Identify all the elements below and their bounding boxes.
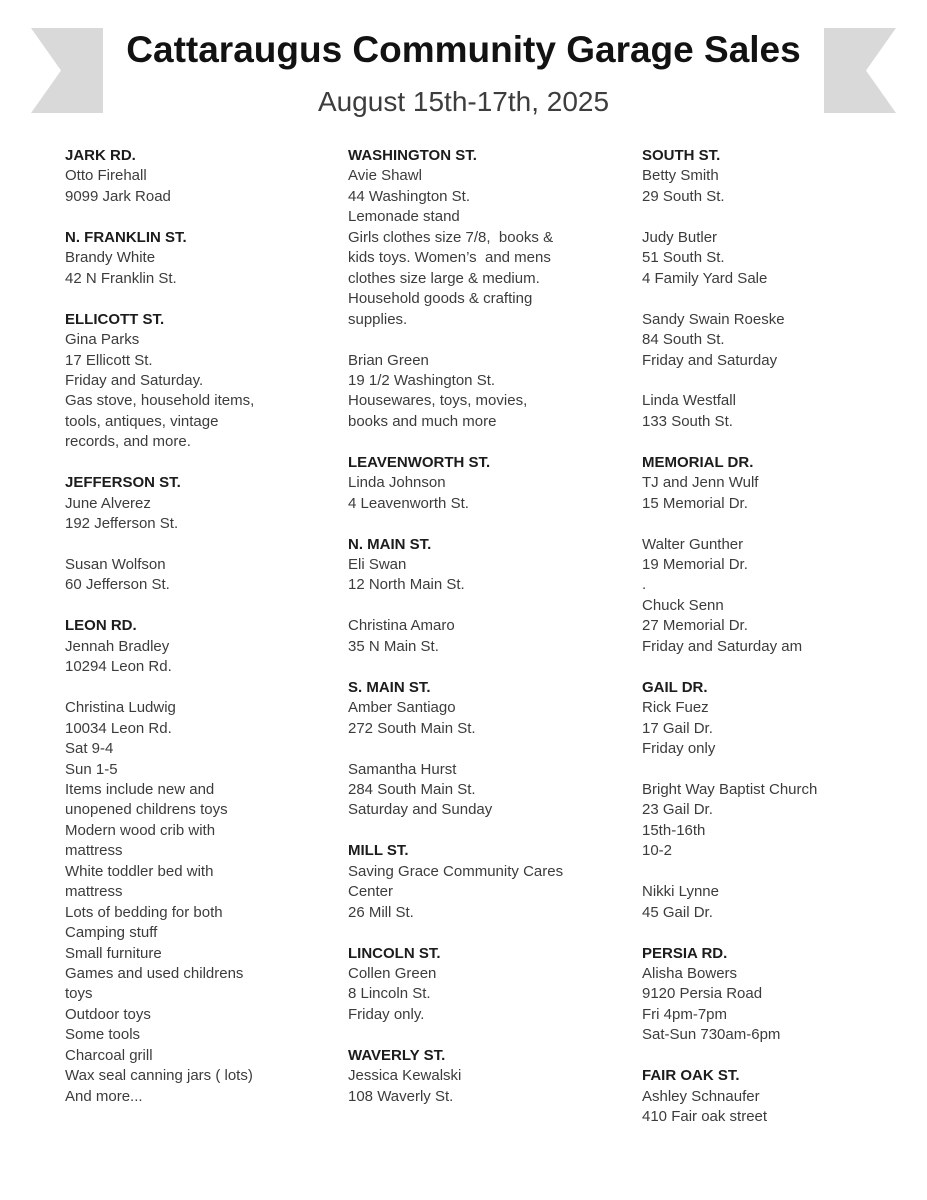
- entry-line: Wax seal canning jars ( lots): [65, 1067, 253, 1085]
- entry-line: books and much more: [348, 412, 497, 430]
- entry-line: Ashley Schnaufer: [642, 1087, 760, 1105]
- entry-line: unopened childrens toys: [65, 801, 228, 819]
- entry-line: Jessica Kewalski: [348, 1067, 462, 1085]
- entry-line: 9099 Jark Road: [65, 187, 171, 205]
- entry-line: Housewares, toys, movies,: [348, 392, 528, 410]
- sale-entry: [348, 555, 640, 596]
- entry-line: 35 N Main St.: [348, 637, 439, 655]
- entry-line: Outdoor toys: [65, 1005, 151, 1023]
- street-heading: LEON RD.: [65, 617, 137, 635]
- sale-entry: [642, 1087, 927, 1128]
- entry-line: Amber Santiago: [348, 699, 456, 717]
- entry-line: kids toys. Women’s and mens: [348, 249, 551, 267]
- entry-line: Lemonade stand: [348, 208, 460, 226]
- sale-entry: [348, 166, 640, 330]
- entry-line: 51 South St.: [642, 249, 725, 267]
- entry-line: toys: [65, 985, 93, 1003]
- sale-entry: [348, 616, 640, 657]
- entry-line: Brian Green: [348, 351, 429, 369]
- entry-line: Eli Swan: [348, 556, 407, 574]
- entry-line: Jennah Bradley: [65, 637, 170, 655]
- sale-entry: [642, 166, 927, 207]
- entry-line: Friday only: [642, 740, 716, 758]
- entry-line: tools, antiques, vintage: [65, 412, 219, 430]
- entry-line: Christina Amaro: [348, 617, 455, 635]
- sale-entry: [348, 473, 640, 514]
- street-heading: MEMORIAL DR.: [642, 453, 754, 471]
- entry-line: TJ and Jenn Wulf: [642, 474, 759, 492]
- entry-line: clothes size large & medium.: [348, 269, 540, 287]
- sale-entry: [65, 698, 348, 1107]
- entry-line: Items include new and: [65, 780, 215, 798]
- sale-entry: [642, 310, 927, 371]
- entry-line: Brandy White: [65, 249, 156, 267]
- entry-line: 15th-16th: [642, 821, 706, 839]
- entry-line: Nikki Lynne: [642, 883, 719, 901]
- entry-line: 9120 Persia Road: [642, 985, 763, 1003]
- street-section: [642, 453, 927, 658]
- entry-line: 19 1/2 Washington St.: [348, 371, 496, 389]
- entry-line: Avie Shawl: [348, 167, 422, 185]
- entry-line: Modern wood crib with: [65, 821, 216, 839]
- entry-line: Household goods & crafting: [348, 290, 533, 308]
- sale-entry: [642, 780, 927, 862]
- street-section: [348, 841, 640, 923]
- street-section: [65, 146, 348, 207]
- entry-line: 284 South Main St.: [348, 780, 476, 798]
- sale-entry: [642, 882, 927, 923]
- sale-entry: [65, 494, 348, 535]
- entry-line: Small furniture: [65, 944, 162, 962]
- entry-line: Lots of bedding for both: [65, 903, 223, 921]
- entry-line: Linda Westfall: [642, 392, 736, 410]
- entry-line: records, and more.: [65, 433, 191, 451]
- entry-line: 108 Waverly St.: [348, 1087, 454, 1105]
- street-section: [65, 228, 348, 289]
- entry-line: White toddler bed with: [65, 862, 214, 880]
- sale-entry: [642, 391, 927, 432]
- street-heading: FAIR OAK ST.: [642, 1067, 740, 1085]
- entry-line: Friday and Saturday.: [65, 371, 204, 389]
- entry-line: Rick Fuez: [642, 699, 709, 717]
- entry-line: Games and used childrens: [65, 965, 244, 983]
- sale-entry: [642, 535, 927, 658]
- sale-entry: [65, 166, 348, 207]
- entry-line: 10-2: [642, 842, 673, 860]
- street-heading: PERSIA RD.: [642, 944, 728, 962]
- sale-entry: [348, 1066, 640, 1107]
- street-section: [348, 453, 640, 514]
- entry-line: 17 Gail Dr.: [642, 719, 713, 737]
- entry-line: 42 N Franklin St.: [65, 269, 177, 287]
- street-heading: ELLICOTT ST.: [65, 310, 165, 328]
- column-2: [348, 146, 640, 1128]
- entry-line: 45 Gail Dr.: [642, 903, 713, 921]
- street-heading: WAVERLY ST.: [348, 1046, 446, 1064]
- entry-line: 12 North Main St.: [348, 576, 465, 594]
- street-heading: WASHINGTON ST.: [348, 147, 477, 164]
- entry-line: 84 South St.: [642, 331, 725, 349]
- street-section: [65, 616, 348, 1107]
- entry-line: Sun 1-5: [65, 760, 118, 778]
- entry-line: Center: [348, 883, 394, 901]
- entry-line: Alisha Bowers: [642, 964, 738, 982]
- entry-line: Saturday and Sunday: [348, 801, 493, 819]
- entry-line: 23 Gail Dr.: [642, 801, 713, 819]
- sale-entry: [65, 330, 348, 453]
- entry-line: Collen Green: [348, 965, 437, 982]
- entry-line: 192 Jefferson St.: [65, 515, 179, 533]
- street-heading: N. MAIN ST.: [348, 535, 432, 553]
- entry-line: 272 South Main St.: [348, 719, 476, 737]
- page-title: Cattaraugus Community Garage Sales: [126, 29, 801, 70]
- page-subtitle: August 15th-17th, 2025: [317, 86, 610, 117]
- entry-line: 27 Memorial Dr.: [642, 617, 748, 635]
- sale-entry: [642, 964, 927, 1046]
- street-heading: JARK RD.: [65, 147, 136, 164]
- entry-line: Friday only.: [348, 1005, 425, 1023]
- street-section: [348, 535, 640, 658]
- sale-entry: [348, 698, 640, 739]
- street-section: [348, 1046, 640, 1107]
- entry-line: 17 Ellicott St.: [65, 351, 153, 369]
- entry-line: mattress: [65, 883, 123, 901]
- entry-line: 60 Jefferson St.: [65, 576, 170, 594]
- entry-line: Otto Firehall: [65, 167, 147, 185]
- entry-line: Bright Way Baptist Church: [642, 780, 818, 798]
- sale-entry: [65, 248, 348, 289]
- entry-line: 10294 Leon Rd.: [65, 658, 172, 676]
- entry-line: Sat-Sun 730am-6pm: [642, 1026, 781, 1044]
- entry-line: Sat 9-4: [65, 740, 114, 758]
- street-section: [642, 1066, 927, 1127]
- street-heading: S. MAIN ST.: [348, 678, 431, 696]
- entry-line: Friday and Saturday: [642, 351, 778, 369]
- sale-entry: [348, 760, 640, 821]
- street-section: [348, 944, 640, 1026]
- street-section: [348, 146, 640, 432]
- entry-line: Fri 4pm-7pm: [642, 1005, 728, 1023]
- entry-line: supplies.: [348, 310, 408, 328]
- entry-line: Susan Wolfson: [65, 556, 166, 573]
- entry-line: 133 South St.: [642, 412, 733, 430]
- entry-line: .: [642, 576, 647, 594]
- street-heading: MILL ST.: [348, 842, 409, 860]
- entry-line: Christina Ludwig: [65, 699, 176, 717]
- entry-line: June Alverez: [65, 494, 151, 512]
- entry-line: Linda Johnson: [348, 474, 446, 492]
- entry-line: Betty Smith: [642, 167, 719, 185]
- entry-line: Friday and Saturday am: [642, 637, 803, 655]
- entry-line: 19 Memorial Dr.: [642, 555, 748, 573]
- entry-line: 26 Mill St.: [348, 903, 414, 921]
- entry-line: Gas stove, household items,: [65, 392, 255, 410]
- column-3: [642, 146, 927, 1148]
- entry-line: 10034 Leon Rd.: [65, 719, 172, 737]
- entry-line: Girls clothes size 7/8, books &: [348, 228, 554, 246]
- entry-line: Camping stuff: [65, 924, 158, 942]
- street-heading: JEFFERSON ST.: [65, 474, 181, 492]
- entry-line: Walter Gunther: [642, 535, 744, 553]
- entry-line: 29 South St.: [642, 187, 725, 205]
- street-heading: N. FRANKLIN ST.: [65, 228, 187, 246]
- entry-line: Chuck Senn: [642, 596, 724, 614]
- sale-entry: [348, 964, 640, 1025]
- street-section: [642, 944, 927, 1046]
- entry-line: 15 Memorial Dr.: [642, 494, 748, 512]
- entry-line: Some tools: [65, 1026, 141, 1044]
- entry-line: 8 Lincoln St.: [348, 985, 431, 1003]
- sale-entry: [642, 698, 927, 759]
- entry-line: Charcoal grill: [65, 1046, 153, 1064]
- street-section: [348, 678, 640, 821]
- street-heading: LEAVENWORTH ST.: [348, 453, 491, 471]
- sale-entry: [65, 637, 348, 678]
- entry-line: 44 Washington St.: [348, 187, 471, 205]
- entry-line: Sandy Swain Roeske: [642, 310, 785, 328]
- column-1: [65, 146, 348, 1128]
- entry-line: Gina Parks: [65, 331, 140, 349]
- street-section: [642, 146, 927, 432]
- entry-line: Saving Grace Community Cares: [348, 862, 564, 880]
- entry-line: And more...: [65, 1087, 143, 1105]
- street-heading: SOUTH ST.: [642, 147, 721, 164]
- sale-entry: [65, 555, 348, 596]
- sale-entry: [642, 228, 927, 289]
- street-section: [642, 678, 927, 923]
- street-section: [65, 473, 348, 596]
- sale-entry: [642, 473, 927, 514]
- entry-line: 410 Fair oak street: [642, 1108, 768, 1126]
- entry-line: 4 Leavenworth St.: [348, 494, 469, 512]
- entry-line: mattress: [65, 842, 123, 860]
- street-heading: LINCOLN ST.: [348, 944, 441, 962]
- entry-line: Samantha Hurst: [348, 760, 457, 778]
- sale-entry: [348, 862, 640, 923]
- entry-line: 4 Family Yard Sale: [642, 269, 768, 287]
- street-heading: GAIL DR.: [642, 678, 708, 696]
- entry-line: Judy Butler: [642, 228, 718, 246]
- sale-entry: [348, 351, 640, 433]
- street-section: [65, 310, 348, 453]
